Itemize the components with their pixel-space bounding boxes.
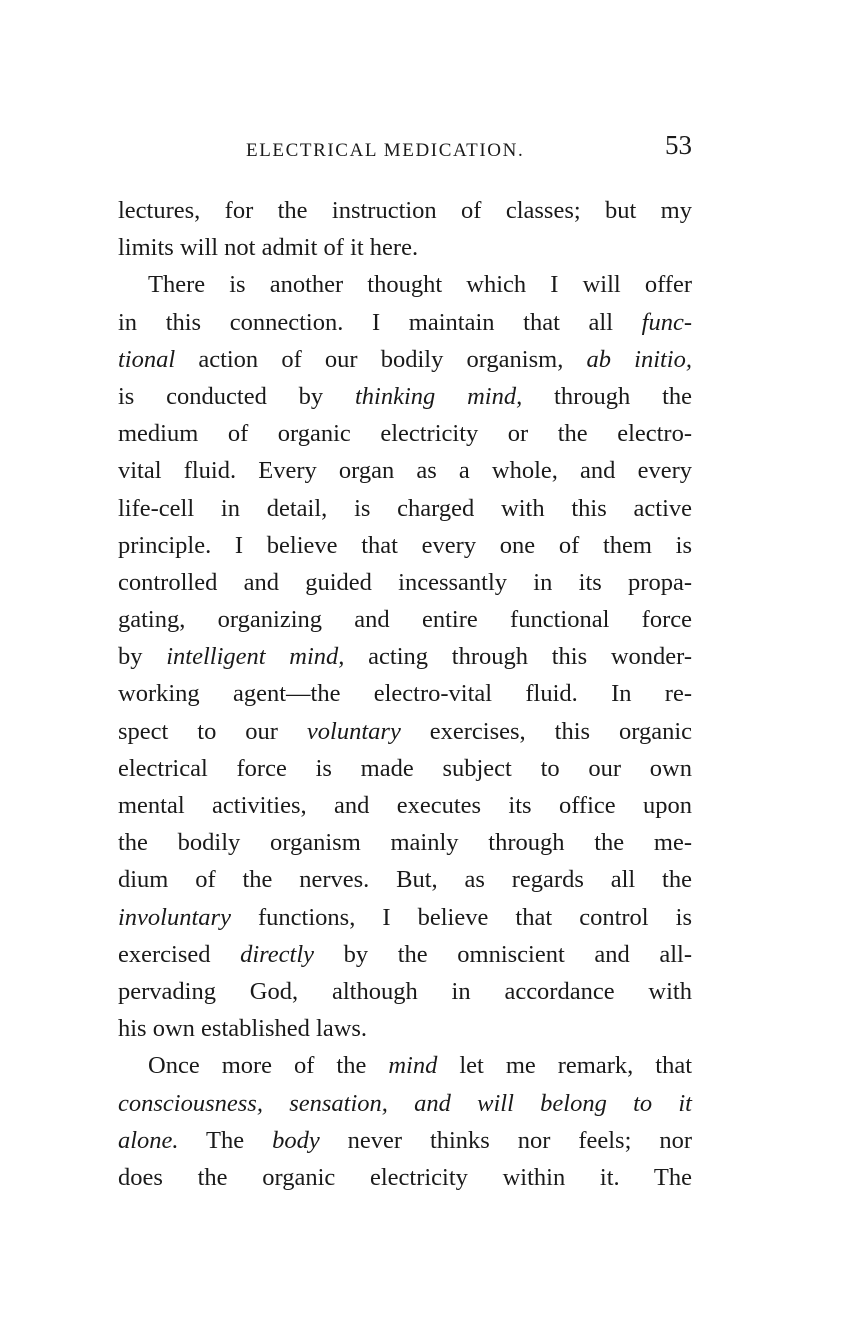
text-line <box>118 1085 692 1122</box>
text-line <box>118 750 692 787</box>
text-line <box>118 1047 692 1084</box>
text-line <box>118 378 692 415</box>
text-line <box>118 490 692 527</box>
text-line <box>118 266 692 303</box>
text-line <box>118 601 692 638</box>
text-line <box>118 973 692 1010</box>
text-line <box>118 341 692 378</box>
italic-text: involuntary <box>118 903 231 931</box>
text-line <box>118 564 692 601</box>
text-segment: spect to our <box>118 717 307 745</box>
text-line <box>118 1122 692 1159</box>
text-segment: by the omniscient and all- <box>314 940 693 968</box>
text-line <box>118 861 692 898</box>
text-segment: limits will not admit of it here. <box>118 234 419 262</box>
text-segment: exercises, this organic <box>400 717 693 745</box>
italic-text: intelligent mind, <box>166 643 345 671</box>
text-segment: principle. I believe that every one of them is <box>118 531 692 559</box>
text-line <box>118 787 692 824</box>
text-segment: lectures, for the instruction of classes; but my <box>118 197 692 224</box>
text-segment: functions, I believe that control is <box>230 903 692 931</box>
italic-text: mind <box>388 1052 438 1080</box>
text-segment: pervading God, although in accordance with <box>118 977 692 1005</box>
text-segment: his own established laws. <box>118 1015 368 1043</box>
page-number: 53 <box>665 130 692 160</box>
text-line <box>118 1010 692 1047</box>
text-segment: mental activities, and executes its office upon <box>118 792 692 819</box>
text-segment: let me remark, that <box>437 1052 692 1080</box>
text-line <box>118 304 692 341</box>
text-segment: gating, organizing and entire functional force <box>118 606 692 634</box>
text-segment: through the <box>522 382 692 410</box>
text-segment: life-cell in detail, is charged with this active <box>118 494 692 522</box>
italic-text: ab initio, <box>586 345 692 373</box>
text-line <box>118 192 692 229</box>
text-segment: the bodily organism mainly through the me- <box>118 829 692 857</box>
italic-text: tional <box>118 345 176 373</box>
text-segment: electrical force is made subject to our own <box>118 754 692 782</box>
text-segment: acting through this wonder- <box>344 643 692 671</box>
text-segment: dium of the nerves. But, as regards all the <box>118 866 692 894</box>
italic-text: alone. <box>118 1126 179 1154</box>
italic-text: directly <box>240 940 315 968</box>
text-segment: never thinks nor feels; nor <box>319 1126 692 1154</box>
text-segment: working agent—the electro-vital fluid. In re- <box>118 680 692 708</box>
running-title: ELECTRICAL MEDICATION. <box>246 140 525 161</box>
text-line <box>118 415 692 452</box>
text-line <box>118 527 692 564</box>
text-line <box>118 936 692 973</box>
text-segment: controlled and guided incessantly in its propa- <box>118 568 692 596</box>
text-segment: The <box>178 1126 273 1154</box>
text-segment: does the organic electricity within it. The <box>118 1163 692 1191</box>
text-line <box>118 713 692 750</box>
text-segment: vital fluid. Every organ as a whole, and every <box>118 457 692 485</box>
text-segment: Once more of the <box>148 1052 389 1080</box>
text-segment: by <box>118 643 167 671</box>
running-head <box>118 130 692 170</box>
italic-text: voluntary <box>306 717 401 745</box>
italic-text: consciousness, sensation, and will belong to it <box>118 1089 692 1117</box>
text-line <box>118 899 692 936</box>
text-segment: in this connection. I maintain that all <box>118 308 642 336</box>
text-segment: exercised <box>118 940 241 968</box>
body-text <box>118 192 692 1196</box>
italic-text: thinking mind, <box>354 382 523 410</box>
text-line <box>118 675 692 712</box>
text-segment: is conducted by <box>118 382 355 410</box>
italic-text: body <box>272 1126 320 1154</box>
text-line <box>118 638 692 675</box>
text-segment: There is another thought which I will offer <box>148 271 692 299</box>
text-segment: medium of organic electricity or the electro- <box>118 420 692 448</box>
text-line <box>118 1159 692 1196</box>
text-line <box>118 824 692 861</box>
text-line <box>118 452 692 489</box>
text-segment: action of our bodily organism, <box>175 345 587 373</box>
italic-text: func- <box>641 308 692 336</box>
text-line <box>118 229 692 266</box>
